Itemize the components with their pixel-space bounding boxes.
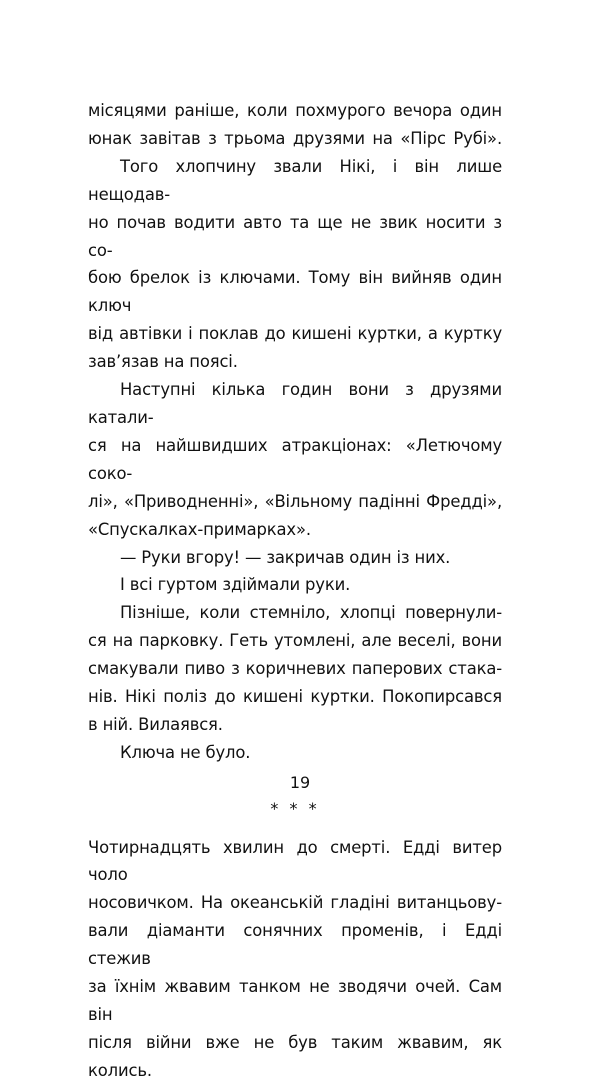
text-line: но почав водити авто та ще не звик носити з со-	[88, 212, 502, 260]
book-page-text	[88, 97, 502, 1085]
text-line: Чотирнадцять хвилин до смерті. Едді витер чоло	[88, 837, 502, 885]
text-line: Ключа не було.	[120, 742, 251, 762]
text-line: вали діаманти сонячних променів, і Едді стежив	[88, 921, 502, 969]
text-line: за їхнім жвавим танком не зводячи очей. Сам він	[88, 977, 502, 1024]
section-separator: * * *	[270, 798, 320, 818]
paragraph	[88, 571, 502, 599]
paragraph	[88, 834, 502, 1085]
text-line: бою брелок із ключами. Тому він вийняв один ключ	[88, 268, 502, 316]
paragraph	[88, 544, 502, 572]
text-line: смакували пиво з коричневих паперових стака-	[88, 659, 502, 679]
page-number: 19	[289, 773, 311, 792]
text-line: зав’язав на поясі.	[88, 352, 238, 372]
text-line: ся на парковку. Геть утомлені, але веселі, вони	[88, 631, 502, 651]
text-line: лі», «Приводненні», «Вільному падінні Фредді»,	[88, 491, 502, 511]
text-line: Наступні кілька годин вони з друзями катали-	[88, 380, 502, 427]
paragraph	[88, 739, 502, 767]
paragraph	[88, 153, 502, 376]
text-line: Того хлопчину звали Нікі, і він лише нещодав-	[88, 156, 502, 204]
text-line: від автівки і поклав до кишені куртки, а куртку	[88, 324, 502, 344]
section-1	[88, 97, 502, 767]
text-line: нів. Нікі поліз до кишені куртки. Покопирсався	[88, 687, 502, 707]
text-line: носовичком. На океанській гладіні витанцьову-	[88, 893, 502, 913]
text-line: І всі гуртом здіймали руки.	[120, 575, 351, 595]
paragraph	[88, 599, 502, 739]
text-line: в ній. Вилаявся.	[88, 714, 223, 734]
paragraph	[88, 97, 502, 153]
text-line: юнак завітав з трьома друзями на «Пірс Рубі».	[88, 128, 502, 148]
section-2	[88, 834, 502, 1085]
text-line: — Руки вгору! — закричав один із них.	[120, 547, 451, 567]
text-line: після війни вже не був таким жвавим, як колись.	[88, 1032, 502, 1080]
text-line: ся на найшвидших атракціонах: «Летючому соко-	[88, 435, 502, 483]
paragraph	[88, 376, 502, 543]
text-line: місяцями раніше, коли похмурого вечора один	[88, 101, 502, 120]
text-line: «Спускалках-примарках».	[88, 519, 311, 539]
text-line: Пізніше, коли стемніло, хлопці повернули-	[120, 603, 502, 623]
